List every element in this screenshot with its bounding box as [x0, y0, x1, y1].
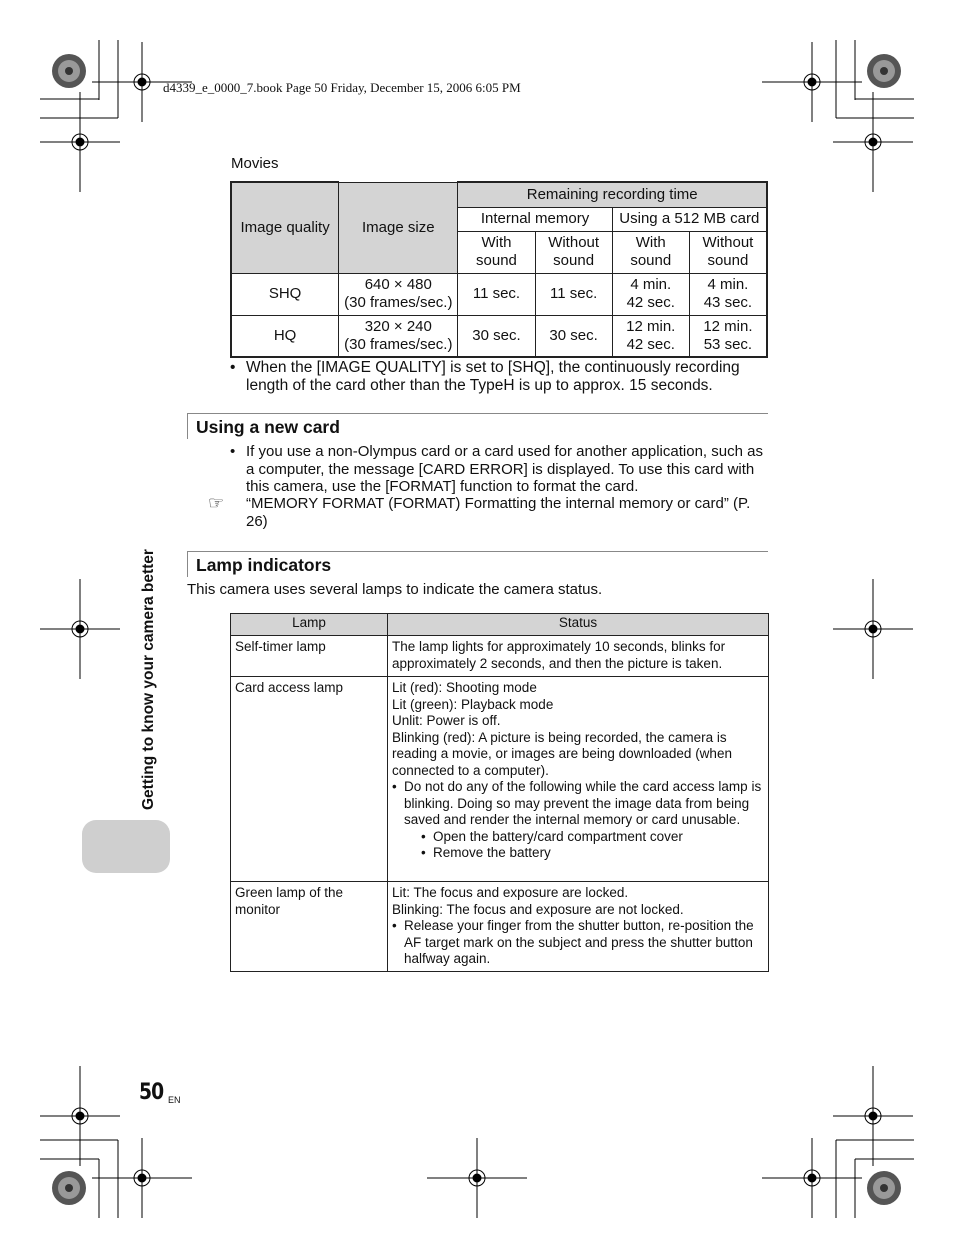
- movies-note-text: When the [IMAGE QUALITY] is set to [SHQ], the continuously recording length of the card other than the TypeH is up to approx. 15 seconds.: [246, 359, 740, 394]
- status-line: Blinking: The focus and exposure are not locked.: [392, 901, 684, 917]
- status-line: Lit (red): Shooting mode: [392, 680, 537, 695]
- page-language: EN: [168, 1095, 181, 1105]
- reference-text: “MEMORY FORMAT (FORMAT) Formatting the internal memory or card” (P. 26): [246, 495, 751, 530]
- size-line: 640 × 480: [364, 276, 432, 293]
- table-row: [231, 882, 769, 972]
- bullet-dot: •: [392, 918, 397, 933]
- section-title: Lamp indicators: [196, 555, 332, 575]
- cell-int-with: 11 sec.: [458, 273, 535, 315]
- status-subbullet-text: Open the battery/card compartment cover: [433, 828, 683, 844]
- status-bullet-text: Do not do any of the following while the card access lamp is blinking. Doing so may prevent the image data from being saved and render the internal memory or card unusable.: [404, 779, 762, 827]
- lamp-status: [388, 677, 769, 882]
- header-status: Status: [388, 614, 769, 636]
- chapter-tab: [82, 820, 170, 873]
- bullet-dot: •: [421, 828, 426, 844]
- new-card-bullet-text: If you use a non-Olympus card or a card used for another application, such as a computer, the message [CARD ERROR] is displayed. To use this card with this camera, use the [FORMAT] function to format the card.: [246, 443, 763, 495]
- header-remaining-time: Remaining recording time: [458, 182, 767, 207]
- header-internal-with-sound: With sound: [458, 231, 535, 273]
- section-lamp-indicators: [187, 551, 768, 577]
- movies-recording-table: [230, 181, 768, 358]
- time-line: 42 sec.: [626, 335, 675, 353]
- time-line: 43 sec.: [703, 294, 753, 311]
- size-line: (30 frames/sec.): [344, 335, 453, 353]
- status-subbullet: [392, 829, 764, 846]
- header-lamp: Lamp: [231, 614, 388, 636]
- size-line: (30 frames/sec.): [344, 294, 453, 311]
- lamp-table: [230, 613, 769, 972]
- table-row: [231, 636, 769, 677]
- cell-int-without: 11 sec.: [535, 273, 612, 315]
- time-line: 12 min.: [626, 317, 676, 335]
- table-row: [231, 677, 769, 882]
- section-new-card: [187, 413, 768, 439]
- movies-note: [230, 359, 770, 395]
- time-line: 53 sec.: [703, 335, 753, 353]
- section-title: Using a new card: [196, 417, 340, 437]
- status-line: Lit (green): Playback mode: [392, 696, 554, 712]
- pointing-hand-icon: ☞: [208, 493, 225, 513]
- header-card-without-sound: Without sound: [689, 231, 767, 273]
- page-number: 50: [139, 1080, 164, 1105]
- lamp-name: Green lamp of the monitor: [231, 882, 388, 972]
- status-line: Unlit: Power is off.: [392, 713, 501, 728]
- lamp-intro: This camera uses several lamps to indicate the camera status.: [187, 581, 603, 598]
- status-bullet-text: Release your finger from the shutter button, re-position the AF target mark on the subject and press the shutter button halfway again.: [404, 918, 754, 966]
- header-image-quality: Image quality: [231, 182, 339, 273]
- status-subbullet-text: Remove the battery: [433, 845, 551, 860]
- status-bullet: [392, 918, 764, 968]
- time-line: 4 min.: [630, 276, 672, 293]
- lamp-status: The lamp lights for approximately 10 seconds, blinks for approximately 2 seconds, and then the picture is taken.: [388, 636, 769, 677]
- time-line: 4 min.: [707, 276, 749, 293]
- header-internal-without-sound: Without sound: [535, 231, 612, 273]
- lamp-status: [388, 882, 769, 972]
- bullet-dot: •: [392, 779, 397, 794]
- table-row: [231, 273, 767, 315]
- header-image-size: Image size: [339, 182, 458, 273]
- cell-int-with: 30 sec.: [458, 315, 535, 357]
- time-line: 42 sec.: [626, 294, 675, 311]
- cell-card-with: [612, 315, 689, 357]
- lamp-name: Card access lamp: [231, 677, 388, 882]
- header-card-with-sound: With sound: [612, 231, 689, 273]
- bullet-dot: •: [421, 845, 426, 860]
- book-header: d4339_e_0000_7.book Page 50 Friday, December 15, 2006 6:05 PM: [163, 80, 521, 95]
- size-line: 320 × 240: [364, 317, 432, 335]
- reference-line: [208, 495, 768, 530]
- cell-quality: HQ: [231, 315, 339, 357]
- status-line: Blinking (red): A picture is being recorded, the camera is reading a movie, or images are being downloaded (when connected to a computer).: [392, 729, 732, 778]
- status-line: Lit: The focus and exposure are locked.: [392, 885, 629, 900]
- cell-card-with: [612, 273, 689, 315]
- status-subbullet: [392, 845, 764, 862]
- header-512mb-card: Using a 512 MB card: [612, 207, 767, 231]
- table-row: [231, 315, 767, 357]
- cell-card-without: [689, 315, 767, 357]
- cell-card-without: [689, 273, 767, 315]
- lamp-name: Self-timer lamp: [231, 636, 388, 677]
- cell-size: [339, 315, 458, 357]
- chapter-side-label: Getting to know your camera better: [140, 549, 157, 810]
- header-internal-memory: Internal memory: [458, 207, 612, 231]
- time-line: 12 min.: [703, 317, 753, 335]
- cell-int-without: 30 sec.: [535, 315, 612, 357]
- bullet-dot: •: [230, 443, 236, 460]
- cell-size: [339, 273, 458, 315]
- bullet-dot: •: [230, 359, 236, 376]
- status-bullet: [392, 779, 764, 829]
- new-card-bullet: [230, 443, 765, 496]
- movies-heading: Movies: [231, 155, 279, 172]
- cell-quality: SHQ: [231, 273, 339, 315]
